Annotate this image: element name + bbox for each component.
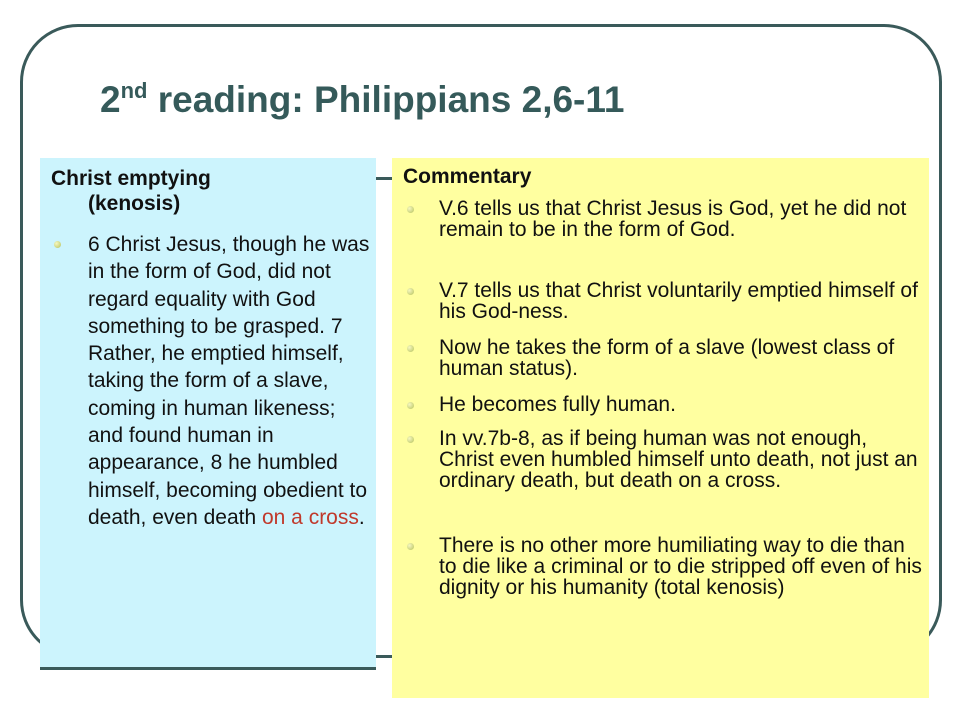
commentary-item: In vv.7b-8, as if being human was not enough, Christ even humbled himself unto death, not just an ordinary death, but death on a cross. (439, 427, 918, 492)
scripture-text-end: . (358, 505, 365, 529)
scripture-text-accent: on a cross (261, 505, 359, 529)
bullet-icon (407, 543, 414, 550)
scripture-heading (51, 166, 351, 216)
bullet-icon (54, 241, 61, 248)
bullet-icon (407, 288, 414, 295)
scripture-heading-line1: Christ emptying (51, 167, 211, 190)
commentary-heading: Commentary (403, 165, 532, 188)
bullet-icon (407, 402, 414, 409)
bullet-icon (407, 436, 414, 443)
scripture-text (88, 231, 373, 531)
title-text: reading: Philippians 2,6-11 (147, 79, 625, 120)
commentary-item: V.7 tells us that Christ voluntarily emptied himself of his God-ness. (439, 279, 918, 323)
bullet-icon (407, 345, 414, 352)
scripture-text-main: 6 Christ Jesus, though he was in the form of God, did not regard equality with God something to be grasped. 7 Rather, he emptied himself, taking the form of a slave, coming in human likeness; and found human in appearance, 8 he humbled himself, becoming obedient to death, even death (88, 233, 370, 529)
commentary-item: Now he takes the form of a slave (lowest class of human status). (439, 336, 895, 380)
commentary-item: V.6 tells us that Christ Jesus is God, yet he did not remain to be in the form of God. (439, 197, 907, 241)
commentary-item: There is no other more humiliating way to die than to die like a criminal or to die stripped off even of his dignity or his humanity (total kenosis) (439, 534, 922, 599)
commentary-item: He becomes fully human. (439, 393, 676, 416)
bullet-icon (407, 206, 414, 213)
scripture-heading-line2: (kenosis) (88, 192, 181, 215)
title-number: 2 (100, 79, 121, 120)
title-superscript: nd (120, 78, 148, 103)
slide-title (100, 78, 625, 121)
